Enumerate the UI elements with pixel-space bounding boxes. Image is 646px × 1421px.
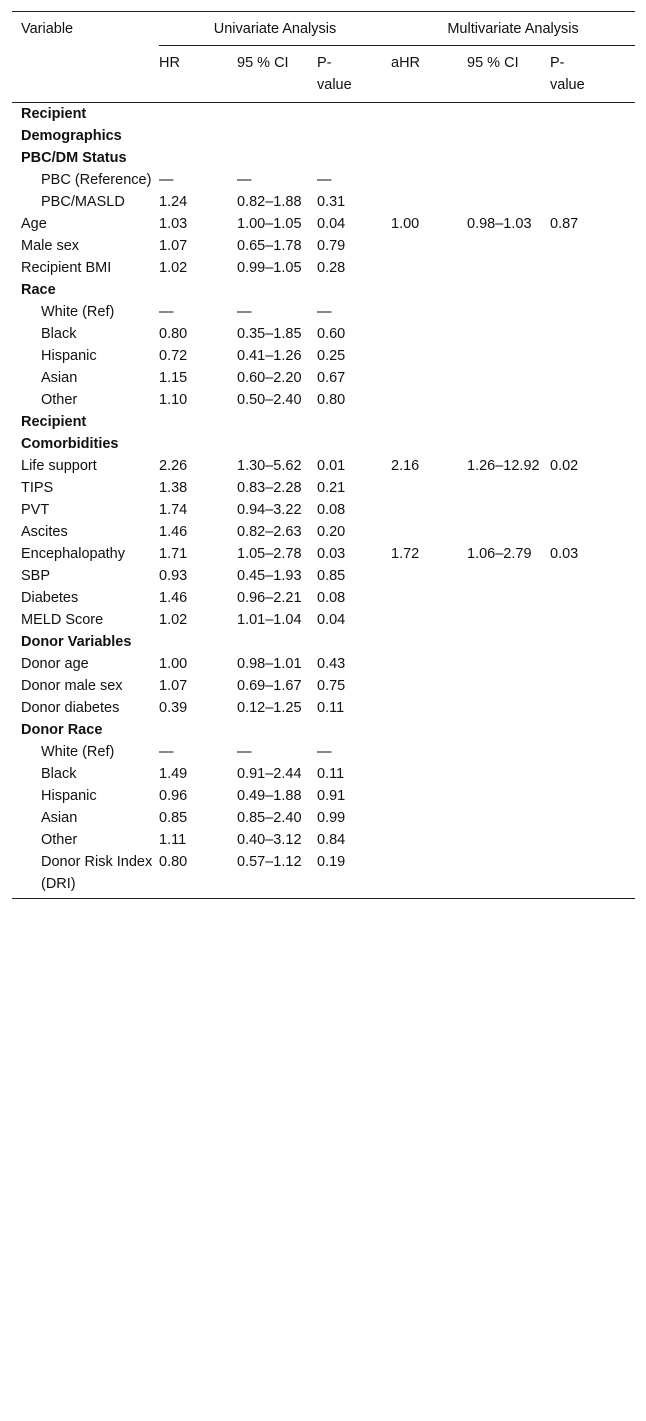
ci2-cell (467, 257, 550, 279)
p-value-cell: 0.08 (317, 590, 346, 606)
hr-cell: 0.39 (159, 700, 188, 716)
section-row (12, 279, 635, 301)
table-row (12, 851, 635, 899)
p2-value-cell (550, 653, 635, 675)
header-hr: HR (159, 46, 237, 103)
ci-cell: 0.69–1.67 (237, 678, 302, 694)
ahr-cell (391, 675, 467, 697)
table-row (12, 543, 635, 565)
empty-cell (159, 147, 237, 169)
section-label: PBC/DM Status (21, 150, 127, 166)
variable-cell: TIPS (21, 480, 54, 496)
ci2-cell (467, 345, 550, 367)
variable-cell: Age (21, 216, 47, 232)
ci2-cell: 1.06–2.79 (467, 546, 532, 562)
ci-cell: 0.65–1.78 (237, 238, 302, 254)
empty-cell (467, 279, 550, 301)
section-label: Recipient Demographics (21, 106, 122, 144)
empty-cell (317, 411, 391, 455)
ci-cell: 1.05–2.78 (237, 546, 302, 562)
p-value-cell: — (317, 172, 332, 188)
hr-cell: 0.72 (159, 348, 188, 364)
variable-cell: White (Ref) (41, 304, 115, 320)
p2-value-cell (550, 499, 635, 521)
empty-cell (317, 279, 391, 301)
header-univariate: Univariate Analysis (159, 12, 391, 46)
ci2-cell (467, 851, 550, 899)
ci-cell: 1.30–5.62 (237, 458, 302, 474)
empty-cell (159, 103, 237, 148)
ci2-cell (467, 235, 550, 257)
hr-cell: 1.07 (159, 238, 188, 254)
p-value-cell: 0.28 (317, 260, 346, 276)
table-row (12, 345, 635, 367)
p-value-cell: 0.08 (317, 502, 346, 518)
p-value-cell: 0.60 (317, 326, 346, 342)
variable-cell: MELD Score (21, 612, 104, 628)
hr-cell: 1.46 (159, 590, 188, 606)
ci2-cell (467, 675, 550, 697)
empty-cell (550, 279, 635, 301)
ci-cell: 0.99–1.05 (237, 260, 302, 276)
p-value-cell: 0.11 (317, 700, 345, 716)
variable-cell: Life support (21, 458, 97, 474)
hr-cell: — (159, 304, 174, 320)
empty-cell (391, 103, 467, 148)
variable-cell: Donor male sex (21, 678, 123, 694)
p2-value-cell (550, 389, 635, 411)
ci2-cell (467, 499, 550, 521)
table-row (12, 169, 635, 191)
ci2-cell (467, 697, 550, 719)
ci2-cell (467, 389, 550, 411)
table-row (12, 235, 635, 257)
ci2-cell (467, 323, 550, 345)
ahr-cell (391, 653, 467, 675)
p-value-cell: — (317, 744, 332, 760)
p2-value-cell (550, 191, 635, 213)
ci-cell: 0.49–1.88 (237, 788, 302, 804)
ahr-cell (391, 609, 467, 631)
p2-value-cell (550, 345, 635, 367)
ci-cell: 0.96–2.21 (237, 590, 302, 606)
p-value-cell: 0.84 (317, 832, 346, 848)
table-row (12, 389, 635, 411)
table-row (12, 697, 635, 719)
header-p2 (550, 46, 635, 103)
header-p2-text: P- value (550, 55, 585, 93)
ci2-cell (467, 741, 550, 763)
variable-cell: PVT (21, 502, 50, 518)
p2-value-cell (550, 521, 635, 543)
empty-cell (237, 631, 317, 653)
empty-cell (550, 103, 635, 148)
ahr-cell (391, 741, 467, 763)
hr-cell: 0.80 (159, 851, 237, 899)
ci-cell: — (237, 172, 252, 188)
table-row (12, 785, 635, 807)
ci-cell: 0.60–2.20 (237, 370, 302, 386)
p2-value-cell (550, 257, 635, 279)
p2-value-cell: 0.87 (550, 216, 579, 232)
ahr-cell (391, 235, 467, 257)
p-value-cell: 0.04 (317, 612, 346, 628)
ci-cell: 1.00–1.05 (237, 216, 302, 232)
hr-cell: 1.03 (159, 216, 188, 232)
empty-cell (159, 719, 237, 741)
ci-cell: 0.82–1.88 (237, 194, 302, 210)
p-value-cell: 0.21 (317, 480, 346, 496)
p2-value-cell (550, 785, 635, 807)
variable-cell: PBC (Reference) (41, 172, 152, 188)
p-value-cell: 0.31 (317, 194, 346, 210)
p2-value-cell (550, 301, 635, 323)
table-row (12, 763, 635, 785)
table-row (12, 477, 635, 499)
variable-cell: Donor age (21, 656, 89, 672)
ci-cell: 0.41–1.26 (237, 348, 302, 364)
empty-cell (467, 631, 550, 653)
empty-cell (467, 411, 550, 455)
ahr-cell (391, 477, 467, 499)
ahr-cell: 1.72 (391, 546, 420, 562)
p-value-cell: 0.99 (317, 810, 346, 826)
hr-cell: 1.38 (159, 480, 188, 496)
table-row (12, 191, 635, 213)
table-row (12, 609, 635, 631)
p2-value-cell (550, 169, 635, 191)
ahr-cell (391, 323, 467, 345)
ahr-cell (391, 565, 467, 587)
ci-cell: 0.40–3.12 (237, 832, 302, 848)
ci2-cell (467, 565, 550, 587)
header-variable-blank (12, 46, 159, 103)
ahr-cell (391, 499, 467, 521)
p-value-cell: 0.20 (317, 524, 346, 540)
empty-cell (391, 411, 467, 455)
table-row (12, 213, 635, 235)
ci2-cell (467, 653, 550, 675)
variable-cell: Donor Risk Index (DRI) (12, 851, 159, 899)
ahr-cell (391, 851, 467, 899)
header-p (317, 46, 391, 103)
p2-value-cell (550, 851, 635, 899)
ci2-cell (467, 169, 550, 191)
hazard-ratio-table (12, 11, 635, 899)
ci2-cell (467, 301, 550, 323)
ci2-cell (467, 367, 550, 389)
ci-cell: — (237, 304, 252, 320)
ahr-cell (391, 169, 467, 191)
table-row (12, 565, 635, 587)
empty-cell (237, 279, 317, 301)
section-label: Race (21, 282, 56, 298)
ci2-cell (467, 785, 550, 807)
table-row (12, 807, 635, 829)
hr-cell: 1.07 (159, 678, 188, 694)
empty-cell (317, 719, 391, 741)
hr-cell: 0.85 (159, 810, 188, 826)
p2-value-cell: 0.03 (550, 546, 579, 562)
ci2-cell (467, 521, 550, 543)
hr-cell: 0.96 (159, 788, 188, 804)
variable-cell: Other (41, 392, 78, 408)
ci-cell: 1.01–1.04 (237, 612, 302, 628)
ci-cell: 0.91–2.44 (237, 766, 302, 782)
ci-cell: 0.98–1.01 (237, 656, 302, 672)
section-label: Recipient Comorbidities (21, 414, 119, 452)
ci2-cell: 0.98–1.03 (467, 216, 532, 232)
table-row (12, 741, 635, 763)
hr-cell: 1.10 (159, 392, 188, 408)
header-ahr: aHR (391, 46, 467, 103)
p-value-cell: 0.19 (317, 851, 391, 899)
ahr-cell (391, 763, 467, 785)
ahr-cell (391, 807, 467, 829)
ahr-cell (391, 521, 467, 543)
ci2-cell: 1.26–12.92 (467, 458, 540, 474)
section-row (12, 411, 635, 455)
ahr-cell: 1.00 (391, 216, 420, 232)
hr-cell: 1.24 (159, 194, 188, 210)
p-value-cell: 0.25 (317, 348, 346, 364)
ci-cell: 0.12–1.25 (237, 700, 302, 716)
p2-value-cell (550, 829, 635, 851)
ci-cell: — (237, 744, 252, 760)
empty-cell (391, 631, 467, 653)
empty-cell (467, 147, 550, 169)
ci-cell: 0.83–2.28 (237, 480, 302, 496)
ahr-cell (391, 301, 467, 323)
p-value-cell: 0.03 (317, 546, 346, 562)
ci2-cell (467, 763, 550, 785)
p2-value-cell (550, 609, 635, 631)
ahr-cell (391, 191, 467, 213)
p-value-cell: 0.67 (317, 370, 346, 386)
ci2-cell (467, 807, 550, 829)
ci-cell: 0.57–1.12 (237, 851, 317, 899)
section-label: Donor Variables (21, 634, 132, 650)
hr-cell: 2.26 (159, 458, 188, 474)
hr-cell: 1.00 (159, 656, 188, 672)
hr-cell: 1.74 (159, 502, 188, 518)
ahr-cell (391, 587, 467, 609)
empty-cell (159, 279, 237, 301)
variable-cell: Hispanic (41, 788, 97, 804)
hr-cell: 1.02 (159, 612, 188, 628)
empty-cell (391, 147, 467, 169)
p2-value-cell: 0.02 (550, 458, 579, 474)
header-ci: 95 % CI (237, 46, 317, 103)
empty-cell (317, 103, 391, 148)
table-row (12, 499, 635, 521)
variable-cell: PBC/MASLD (41, 194, 125, 210)
table-body (12, 103, 635, 899)
variable-cell: Black (41, 326, 77, 342)
p-value-cell: 0.91 (317, 788, 346, 804)
p-value-cell: 0.80 (317, 392, 346, 408)
table-row (12, 257, 635, 279)
empty-cell (550, 631, 635, 653)
ahr-cell (391, 367, 467, 389)
table-row (12, 653, 635, 675)
ci-cell: 0.94–3.22 (237, 502, 302, 518)
empty-cell (317, 147, 391, 169)
ci-cell: 0.35–1.85 (237, 326, 302, 342)
variable-cell: Hispanic (41, 348, 97, 364)
empty-cell (550, 719, 635, 741)
p-value-cell: 0.01 (317, 458, 346, 474)
variable-cell: Recipient BMI (21, 260, 112, 276)
ahr-cell (391, 345, 467, 367)
header-p-text: P- value (317, 55, 352, 93)
p2-value-cell (550, 741, 635, 763)
ci-cell: 0.45–1.93 (237, 568, 302, 584)
p2-value-cell (550, 697, 635, 719)
section-row (12, 147, 635, 169)
ci2-cell (467, 609, 550, 631)
p2-value-cell (550, 587, 635, 609)
hr-cell: — (159, 744, 174, 760)
variable-cell: White (Ref) (41, 744, 115, 760)
table-row (12, 675, 635, 697)
table-row (12, 323, 635, 345)
p2-value-cell (550, 675, 635, 697)
variable-cell: Diabetes (21, 590, 79, 606)
p-value-cell: 0.75 (317, 678, 346, 694)
p-value-cell: 0.79 (317, 238, 346, 254)
p-value-cell: — (317, 304, 332, 320)
variable-cell: Other (41, 832, 78, 848)
variable-cell: SBP (21, 568, 51, 584)
table-row (12, 829, 635, 851)
empty-cell (159, 411, 237, 455)
p-value-cell: 0.85 (317, 568, 346, 584)
ci-cell: 0.85–2.40 (237, 810, 302, 826)
variable-cell: Asian (41, 370, 78, 386)
empty-cell (467, 103, 550, 148)
empty-cell (237, 147, 317, 169)
ahr-cell (391, 785, 467, 807)
ci2-cell (467, 829, 550, 851)
header-ci2: 95 % CI (467, 46, 550, 103)
empty-cell (391, 279, 467, 301)
p2-value-cell (550, 763, 635, 785)
hr-cell: 0.80 (159, 326, 188, 342)
section-row (12, 719, 635, 741)
empty-cell (550, 411, 635, 455)
p-value-cell: 0.11 (317, 766, 345, 782)
variable-cell: Ascites (21, 524, 68, 540)
p2-value-cell (550, 477, 635, 499)
empty-cell (317, 631, 391, 653)
hr-cell: 1.02 (159, 260, 188, 276)
section-row (12, 631, 635, 653)
empty-cell (467, 719, 550, 741)
header-variable: Variable (12, 12, 159, 46)
ahr-cell (391, 697, 467, 719)
hr-cell: 1.15 (159, 370, 188, 386)
p2-value-cell (550, 565, 635, 587)
variable-cell: Donor diabetes (21, 700, 120, 716)
p2-value-cell (550, 807, 635, 829)
p-value-cell: 0.43 (317, 656, 346, 672)
ahr-cell (391, 257, 467, 279)
empty-cell (159, 631, 237, 653)
ci2-cell (467, 477, 550, 499)
ahr-cell (391, 829, 467, 851)
empty-cell (237, 719, 317, 741)
empty-cell (237, 411, 317, 455)
ci-cell: 0.82–2.63 (237, 524, 302, 540)
table-row (12, 587, 635, 609)
header-multivariate: Multivariate Analysis (391, 12, 635, 46)
section-row (12, 103, 635, 148)
p2-value-cell (550, 367, 635, 389)
ci2-cell (467, 587, 550, 609)
hr-cell: 1.49 (159, 766, 188, 782)
empty-cell (550, 147, 635, 169)
variable-cell: Male sex (21, 238, 80, 254)
ci-cell: 0.50–2.40 (237, 392, 302, 408)
ahr-cell: 2.16 (391, 458, 420, 474)
ahr-cell (391, 389, 467, 411)
hr-cell: — (159, 172, 174, 188)
ci2-cell (467, 191, 550, 213)
hr-cell: 1.11 (159, 832, 187, 848)
empty-cell (237, 103, 317, 148)
hr-cell: 1.71 (159, 546, 188, 562)
variable-cell: Black (41, 766, 77, 782)
p2-value-cell (550, 323, 635, 345)
hr-cell: 1.46 (159, 524, 188, 540)
p2-value-cell (550, 235, 635, 257)
section-label: Donor Race (21, 722, 103, 738)
hr-cell: 0.93 (159, 568, 188, 584)
p-value-cell: 0.04 (317, 216, 346, 232)
variable-cell: Encephalopathy (21, 546, 125, 562)
table-row (12, 455, 635, 477)
table-row (12, 367, 635, 389)
table-row (12, 301, 635, 323)
variable-cell: Asian (41, 810, 78, 826)
table-row (12, 521, 635, 543)
empty-cell (391, 719, 467, 741)
